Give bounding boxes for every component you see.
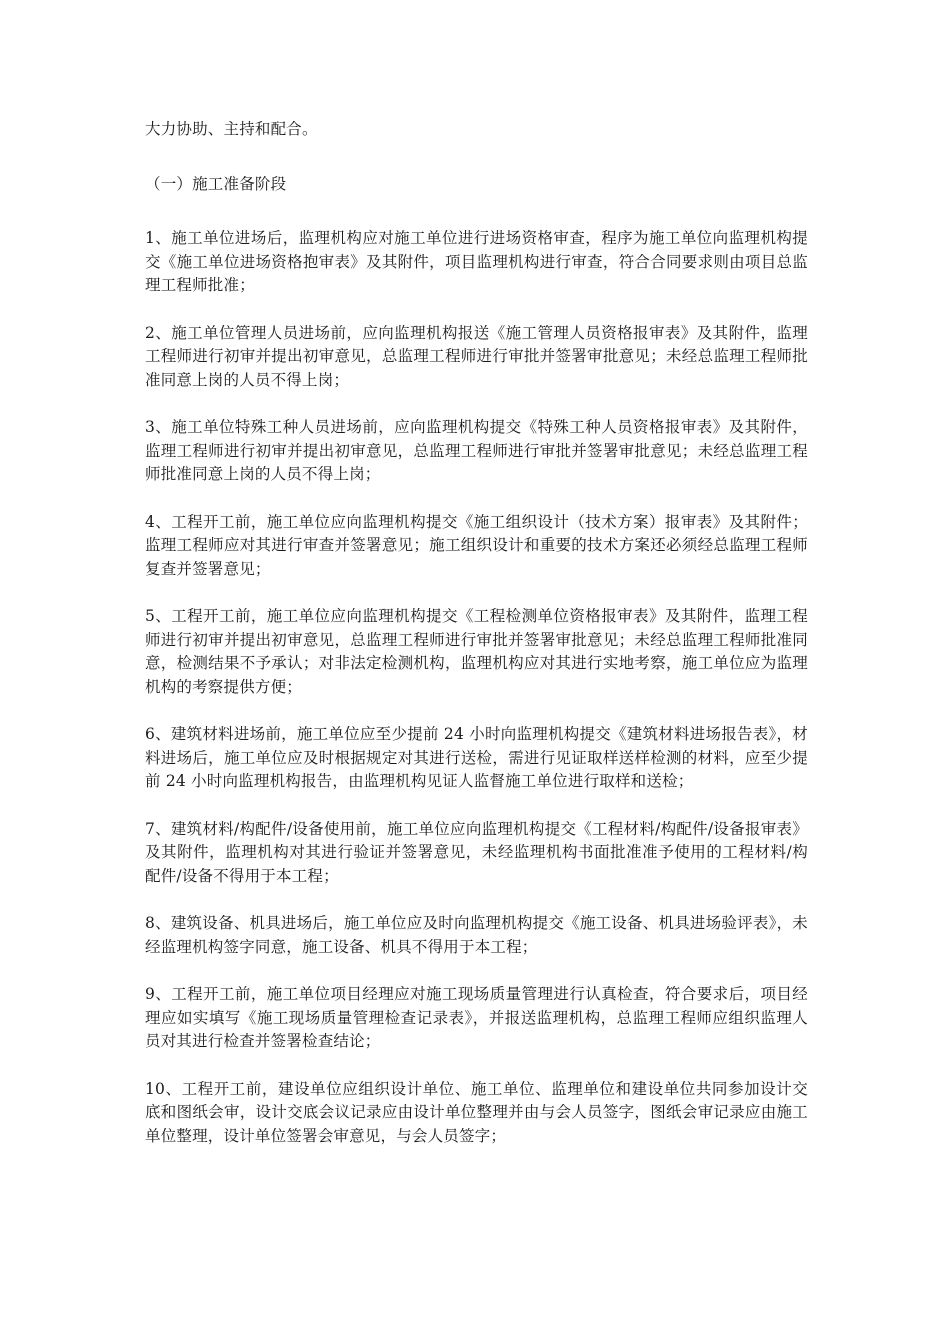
list-item: 6、建筑材料进场前，施工单位应至少提前 24 小时向监理机构提交《建筑材料进场报告表》，材料进场后，施工单位应及时根据规定对其进行送检，需进行见证取样送样检测的材料，应至少提前 24 小时向监理机构报告，由监理机构见证人监督施工单位进行取样和送检； (145, 725, 808, 790)
list-item: 8、建筑设备、机具进场后，施工单位应及时向监理机构提交《施工设备、机具进场验评表》，未经监理机构签字同意，施工设备、机具不得用于本工程； (145, 914, 808, 956)
document-body (145, 118, 808, 1172)
list-item: 2、施工单位管理人员进场前，应向监理机构报送《施工管理人员资格报审表》及其附件，监理工程师进行初审并提出初审意见，总监理工程师进行审批并签署审批意见；未经总监理工程师批准同意上岗的人员不得上岗； (145, 323, 808, 389)
list-item: 10、工程开工前，建设单位应组织设计单位、施工单位、监理单位和建设单位共同参加设计交底和图纸会审，设计交底会议记录应由设计单位整理并由与会人员签字，图纸会审记录应由施工单位整理，设计单位签署会审意见，与会人员签字； (145, 1079, 808, 1145)
list-item: 3、施工单位特殊工种人员进场前，应向监理机构提交《特殊工种人员资格报审表》及其附件，监理工程师进行初审并提出初审意见，总监理工程师进行审批并签署审批意见；未经总监理工程师批准同意上岗的人员不得上岗； (145, 418, 808, 483)
list-item: 7、建筑材料/构配件/设备使用前，施工单位应向监理机构提交《工程材料/构配件/设备报审表》及其附件，监理机构对其进行验证并签署意见，未经监理机构书面批准准予使用的工程材料/构配件/设备不得用于本工程； (145, 819, 808, 885)
list-item: 9、工程开工前，施工单位项目经理应对施工现场质量管理进行认真检查，符合要求后，项目经理应如实填写《施工现场质量管理检查记录表》，并报送监理机构，总监理工程师应组织监理人员对其进行检查并签署检查结论； (145, 985, 808, 1050)
section-heading: （一）施工准备阶段 (145, 174, 287, 193)
list-item: 5、工程开工前，施工单位应向监理机构提交《工程检测单位资格报审表》及其附件，监理工程师进行初审并提出初审意见，总监理工程师进行审批并签署审批意见；未经总监理工程师批准同意，检测结果不予承认；对非法定检测机构，监理机构应对其进行实地考察，施工单位应为监理机构的考察提供方便； (145, 607, 808, 696)
list-item: 1、施工单位进场后，监理机构应对施工单位进行进场资格审查，程序为施工单位向监理机构提交《施工单位进场资格抱审表》及其附件，项目监理机构进行审查，符合合同要求则由项目总监理工程师批准； (145, 229, 808, 294)
intro-paragraph: 大力协助、主持和配合。 (145, 120, 318, 138)
list-item: 4、工程开工前，施工单位应向监理机构提交《施工组织设计（技术方案）报审表》及其附件；监理工程师应对其进行审查并签署意见；施工组织设计和重要的技术方案还必须经总监理工程师复查并签署意见； (145, 512, 808, 578)
